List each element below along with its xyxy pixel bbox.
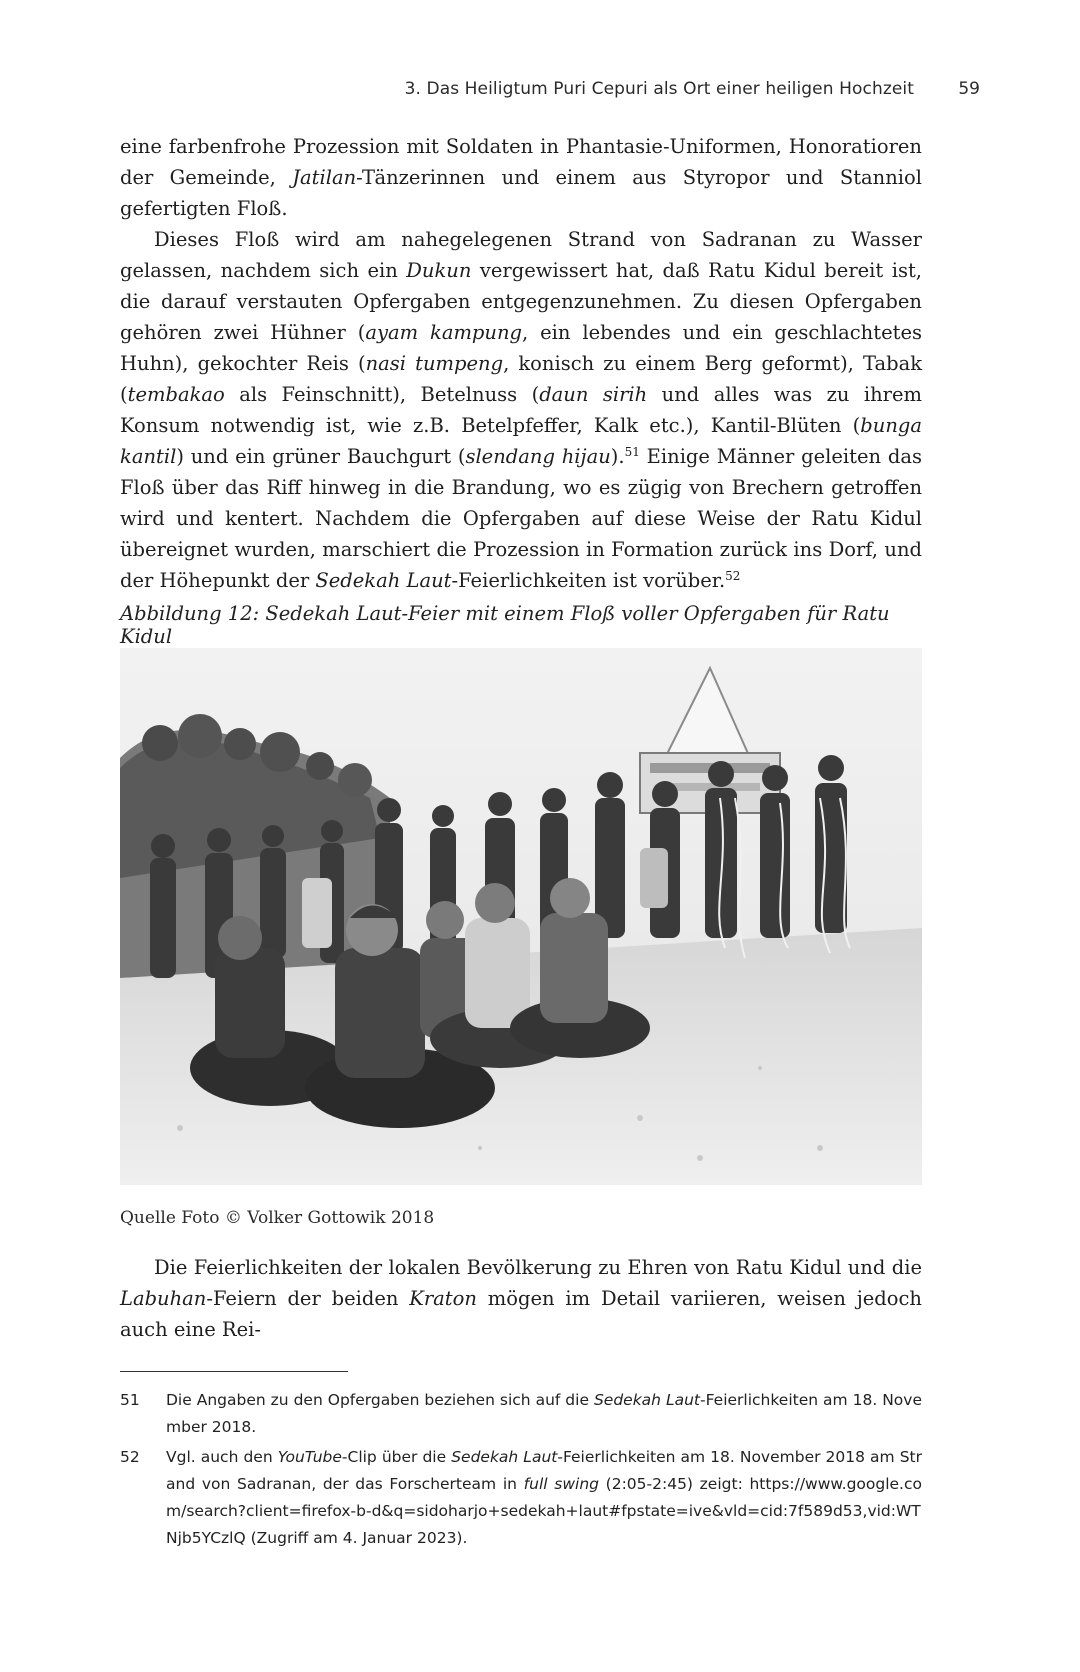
page-number: 59 [958, 79, 980, 99]
text-run: eine farbenfrohe Prozession mit Soldaten in Phantasie-Uniformen, Honoratioren der Gemeinde, [120, 135, 922, 189]
italic-term: Kraton [409, 1287, 477, 1310]
paragraph-3 [120, 1252, 922, 1345]
italic-term: full swing [523, 1475, 599, 1493]
figure-caption: Abbildung 12: Sedekah Laut-Feier mit einem Floß voller Opfergaben für Ratu Kidul [120, 602, 890, 648]
footnote-number: 51 [120, 1391, 140, 1409]
italic-term: daun sirih [539, 383, 648, 406]
footnote-51 [120, 1387, 922, 1441]
footnote-text [166, 1387, 922, 1441]
body-text-top [120, 131, 922, 596]
paragraph-1 [120, 131, 922, 224]
footnote-ref: 52 [725, 569, 741, 583]
italic-term: Jatilan [292, 166, 357, 189]
text-run: -Feierlichkeiten am 18. November 2018. [166, 1391, 922, 1436]
text-run: und alles was zu ihrem Konsum notwendig ist, wie z.B. Betelpfeffer, Kalk etc.), Kantil-Blüten ( [120, 383, 922, 437]
text-run: -Clip über die [341, 1448, 452, 1466]
text-run: , konisch zu einem Berg geformt), Tabak ( [120, 352, 923, 406]
italic-term: YouTube [277, 1448, 342, 1466]
text-run: ). [610, 445, 625, 468]
italic-term: slendang hijau [465, 445, 611, 468]
running-head [120, 79, 980, 103]
italic-term: bunga kantil [120, 414, 922, 468]
italic-term: nasi tumpeng [365, 352, 504, 375]
footnote-number: 52 [120, 1448, 140, 1466]
text-run: -Feiern der beiden [206, 1287, 410, 1310]
text-run: -Feierlichkeiten ist vorüber. [451, 569, 726, 592]
text-run: als Feinschnitt), Betelnuss ( [224, 383, 540, 406]
text-run: Die Feierlichkeiten der lokalen Bevölkerung zu Ehren von Ratu Kidul und die [154, 1256, 922, 1279]
text-run: , ein lebendes und ein geschlachtetes Huhn), gekochter Reis ( [120, 321, 922, 375]
text-run: vergewissert hat, daß Ratu Kidul bereit ist, die darauf verstauten Opfergaben entgegenzunehmen. Zu diesen Opfergaben gehören zwei Hühner ( [120, 259, 922, 344]
text-run: Vgl. auch den [166, 1448, 278, 1466]
text-run: Einige Männer geleiten das Floß über das Riff hinweg in die Brandung, wo es zügig von Brechern getroffen wird und kentert. Nachdem die Opfergaben auf diese Weise der Ratu Kidul übereignet wurden, marschiert die Prozession in Formation zurück ins Dorf, und der Höhepunkt der [120, 445, 923, 592]
footnote-rule [120, 1371, 348, 1372]
footnote-52 [120, 1444, 922, 1552]
footnote-text [166, 1444, 922, 1552]
italic-term: ayam kampung [365, 321, 523, 344]
text-run: Dieses Floß wird am nahegelegenen Strand von Sadranan zu Wasser gelassen, nachdem sich ein [120, 228, 922, 282]
figure-photo [120, 648, 922, 1185]
paragraph-2 [120, 224, 922, 596]
photo-credit: Quelle Foto © Volker Gottowik 2018 [120, 1208, 435, 1228]
body-text-bottom [120, 1252, 922, 1345]
italic-term: Labuhan [120, 1287, 207, 1310]
running-head-title: 3. Das Heiligtum Puri Cepuri als Ort einer heiligen Hochzeit [404, 79, 914, 99]
text-run: (2:05-2:45) zeigt: https://www.google.com/search?client=firefox-b-d&q=sidoharjo+sedekah+laut#fpstate=ive&vld=cid:7f589d53,vid:WTNjb5YCzlQ (Zugriff am 4. Januar 2023). [166, 1475, 922, 1547]
italic-term: Sedekah Laut [593, 1391, 700, 1409]
italic-term: Sedekah Laut [315, 569, 452, 592]
text-run: ) und ein grüner Bauchgurt ( [176, 445, 466, 468]
footnotes [120, 1387, 922, 1555]
text-run: -Tänzerinnen und einem aus Styropor und Stanniol gefertigten Floß. [120, 166, 922, 220]
italic-term: tembakao [127, 383, 225, 406]
footnote-ref: 51 [624, 445, 640, 459]
text-run: mögen im Detail variieren, weisen jedoch auch eine Rei- [120, 1287, 922, 1341]
italic-term: Sedekah Laut [451, 1448, 558, 1466]
text-run: Die Angaben zu den Opfergaben beziehen sich auf die [166, 1391, 594, 1409]
text-run: -Feierlichkeiten am 18. November 2018 am Strand von Sadranan, der das Forscherteam in [166, 1448, 922, 1493]
italic-term: Dukun [406, 259, 472, 282]
